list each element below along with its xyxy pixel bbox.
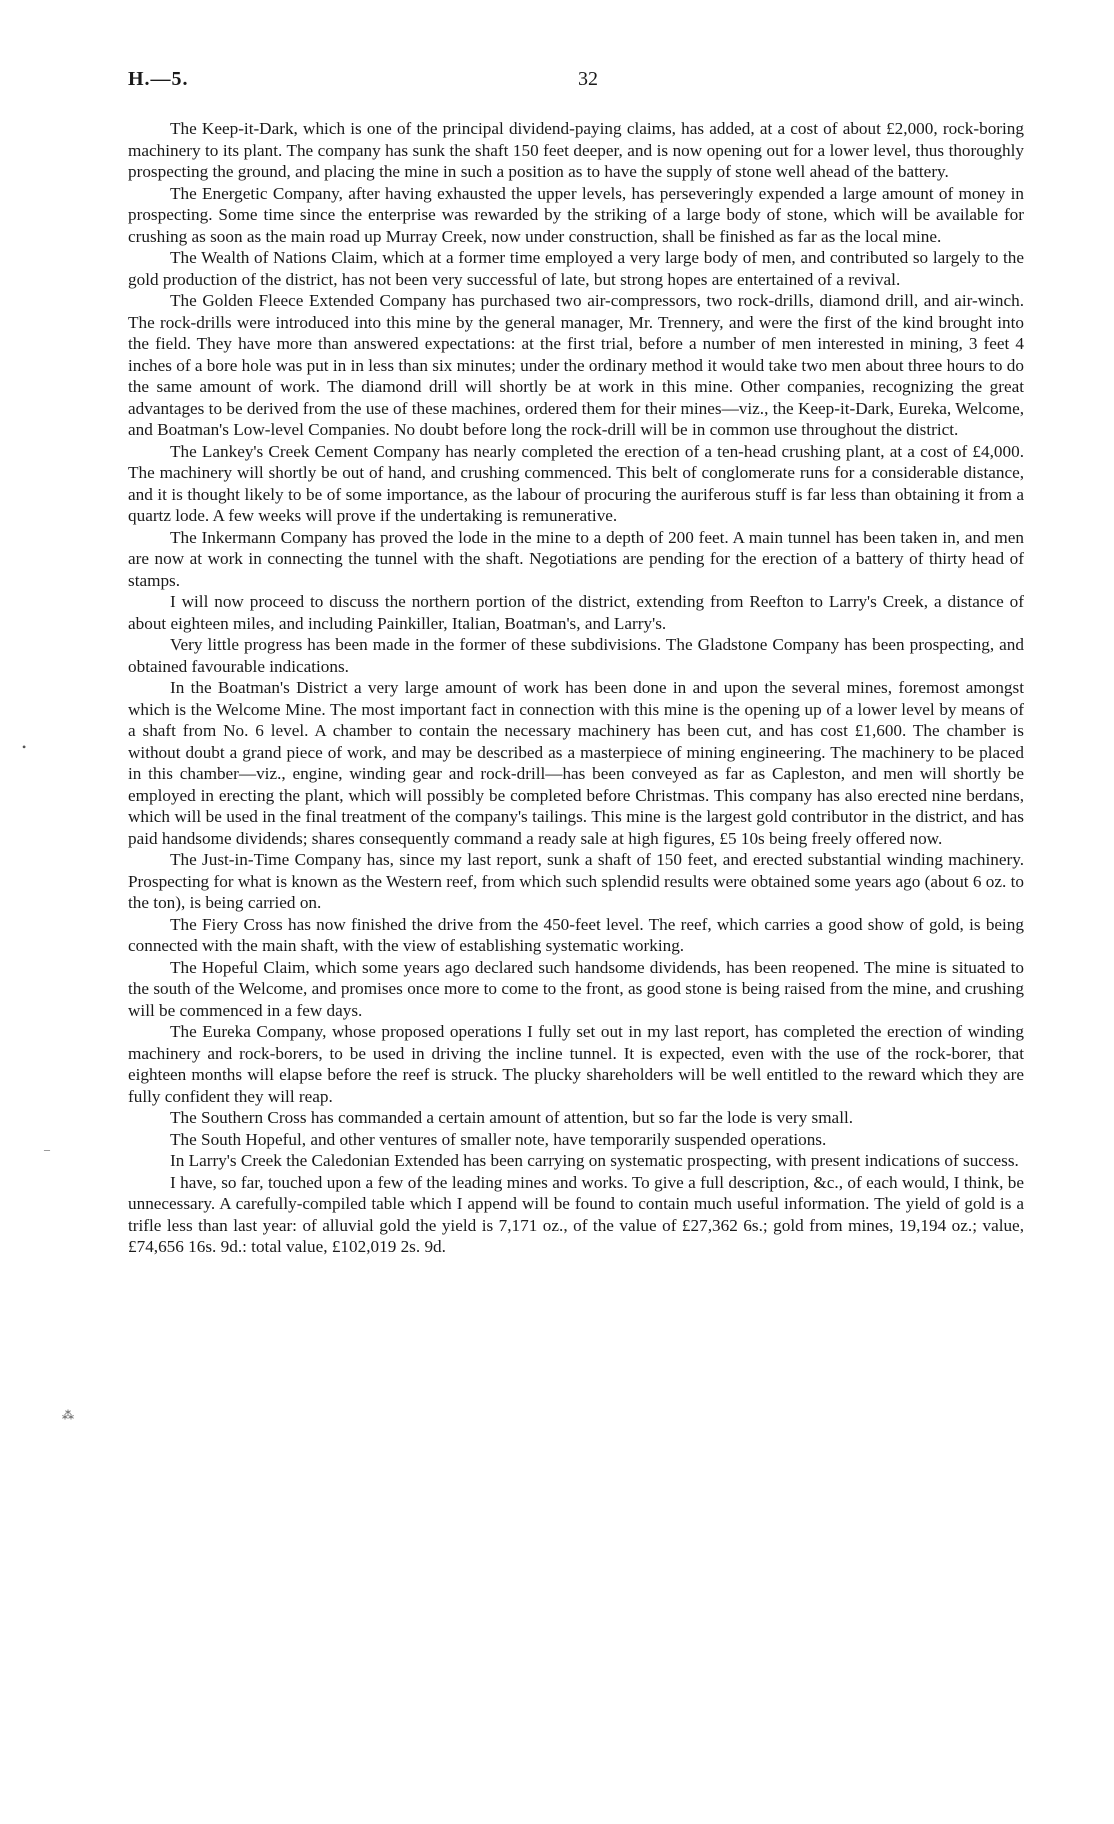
paragraph-larrys-creek: In Larry's Creek the Caledonian Extended has been carrying on systematic prospecting, with present indications of success. xyxy=(170,1151,1019,1170)
paragraph-wealth-of-nations: The Wealth of Nations Claim, which at a former time employed a very large body of men, and contributed so largely to the gold production of the district, has not been very successful of late, but strong hopes are entertained of a revival. xyxy=(128,248,1024,289)
paragraph-just-in-time: The Just-in-Time Company has, since my last report, sunk a shaft of 150 feet, and erected substantial winding machinery. Prospecting for what is known as the Western reef, from which such splendid results were obtained some years ago (about 6 oz. to the ton), is being carried on. xyxy=(128,850,1024,912)
paragraph-eureka: The Eureka Company, whose proposed operations I fully set out in my last report, has completed the erection of winding machinery and rock-borers, to be used in driving the incline tunnel. It is expected, even with the use of the rock-borer, that eighteen months will elapse before the reef is struck. The plucky shareholders will be well entitled to the reward which they are fully confident they will reap. xyxy=(128,1022,1024,1106)
margin-scribble-mark: ⁂ xyxy=(62,1408,74,1422)
paragraph-hopeful-claim: The Hopeful Claim, which some years ago declared such handsome dividends, has been reopened. The mine is situated to the south of the Welcome, and promises once more to come to the front, as good stone is being raised from the mine, and crushing will be commenced in a few days. xyxy=(128,957,1024,1020)
page-header xyxy=(128,68,1028,98)
paragraph-golden-fleece: The Golden Fleece Extended Company has purchased two air-compressors, two rock-drills, diamond drill, and air-winch. The rock-drills were introduced into this mine by the general manager, Mr. Trennery, and were the first of the kind brought into the field. They have more than answered expectations: at the first trial, before a number of men interested in mining, 3 feet 4 inches of a bore hole was put in in less than six minutes; under the ordinary method it would take two men about three hours to do the same amount of work. The diamond drill will shortly be at work in this mine. Other companies, recognizing the great advantages to be derived from the use of these machines, ordered them for their mines—viz., the Keep-it-Dark, Eureka, Welcome, and Boatman's Low-level Companies. No doubt before long the rock-drill will be in common use throughout the district. xyxy=(128,291,1024,439)
document-reference: H.—5. xyxy=(128,68,189,90)
paragraph-energetic-company: The Energetic Company, after having exhausted the upper levels, has perseveringly expended a large amount of money in prospecting. Some time since the enterprise was rewarded by the striking of a large body of stone, which will be available for crushing as soon as the main road up Murray Creek, now under construction, shall be finished as far as the local mine. xyxy=(128,183,1024,246)
margin-dot-mark: • xyxy=(22,740,27,754)
margin-dash-mark: – xyxy=(44,1142,50,1156)
paragraph-gold-yield: I have, so far, touched upon a few of the leading mines and works. To give a full description, &c., of each would, I think, be unnecessary. A carefully-compiled table which I append will be found to contain much useful information. The yield of gold is a trifle less than last year: of alluvial gold the yield is 7,171 oz., of the value of £27,362 6s.; gold from mines, 19,194 oz.; value, £74,656 16s. 9d.: total value, £102,019 2s. 9d. xyxy=(128,1172,1024,1256)
paragraph-fiery-cross: The Fiery Cross has now finished the drive from the 450-feet level. The reef, which carries a good show of gold, is being connected with the main shaft, with the view of establishing systematic working. xyxy=(128,914,1024,955)
paragraph-lankeys-creek: The Lankey's Creek Cement Company has nearly completed the erection of a ten-head crushing plant, at a cost of £4,000. The machinery will shortly be out of hand, and crushing commenced. This belt of conglomerate runs for a considerable distance, and it is thought likely to be of some importance, as the labour of procuring the auriferous stuff is far less than obtaining it from a quartz lode. A few weeks will prove if the undertaking is remunerative. xyxy=(128,441,1024,525)
paragraph-inkermann: The Inkermann Company has proved the lode in the mine to a depth of 200 feet. A main tunnel has been taken in, and men are now at work in connecting the tunnel with the shaft. Negotiations are pending for the erection of a battery of thirty head of stamps. xyxy=(128,527,1024,590)
paragraph-northern-portion: I will now proceed to discuss the northern portion of the district, extending from Reefton to Larry's Creek, a distance of about eighteen miles, and including Painkiller, Italian, Boatman's, and Larry's. xyxy=(128,592,1024,633)
paragraph-gladstone: Very little progress has been made in the former of these subdivisions. The Gladstone Company has been prospecting, and obtained favourable indications. xyxy=(128,635,1024,676)
page-number: 32 xyxy=(578,68,598,90)
paragraph-keep-it-dark: The Keep-it-Dark, which is one of the principal dividend-paying claims, has added, at a cost of about £2,000, rock-boring machinery to its plant. The company has sunk the shaft 150 feet deeper, and is now opening out for a lower level, thus thoroughly prospecting the ground, and placing the mine in such a position as to have the supply of stone well ahead of the battery. xyxy=(128,119,1024,181)
paragraph-south-hopeful: The South Hopeful, and other ventures of smaller note, have temporarily suspended operations. xyxy=(170,1129,827,1149)
paragraph-southern-cross: The Southern Cross has commanded a certain amount of attention, but so far the lode is very small. xyxy=(170,1108,854,1127)
paragraph-boatmans-welcome: In the Boatman's District a very large amount of work has been done in and upon the several mines, foremost amongst which is the Welcome Mine. The most important fact in connection with this mine is the opening up of a lower level by means of a shaft from No. 6 level. A chamber to contain the necessary machinery has been cut, and has cost £1,600. The chamber is without doubt a grand piece of work, and may be described as a masterpiece of mining engineering. The machinery to be placed in this chamber—viz., engine, winding gear and rock-drill—has been conveyed as far as Capleston, and men will shortly be employed in erecting the plant, which will possibly be completed before Christmas. This company has also erected nine berdans, which will be used in the final treatment of the company's tailings. This mine is the largest gold contributor in the district, and has paid handsome dividends; shares consequently command a ready sale at high figures, £5 10s being freely offered now. xyxy=(128,678,1024,848)
body-text xyxy=(128,118,1024,1258)
